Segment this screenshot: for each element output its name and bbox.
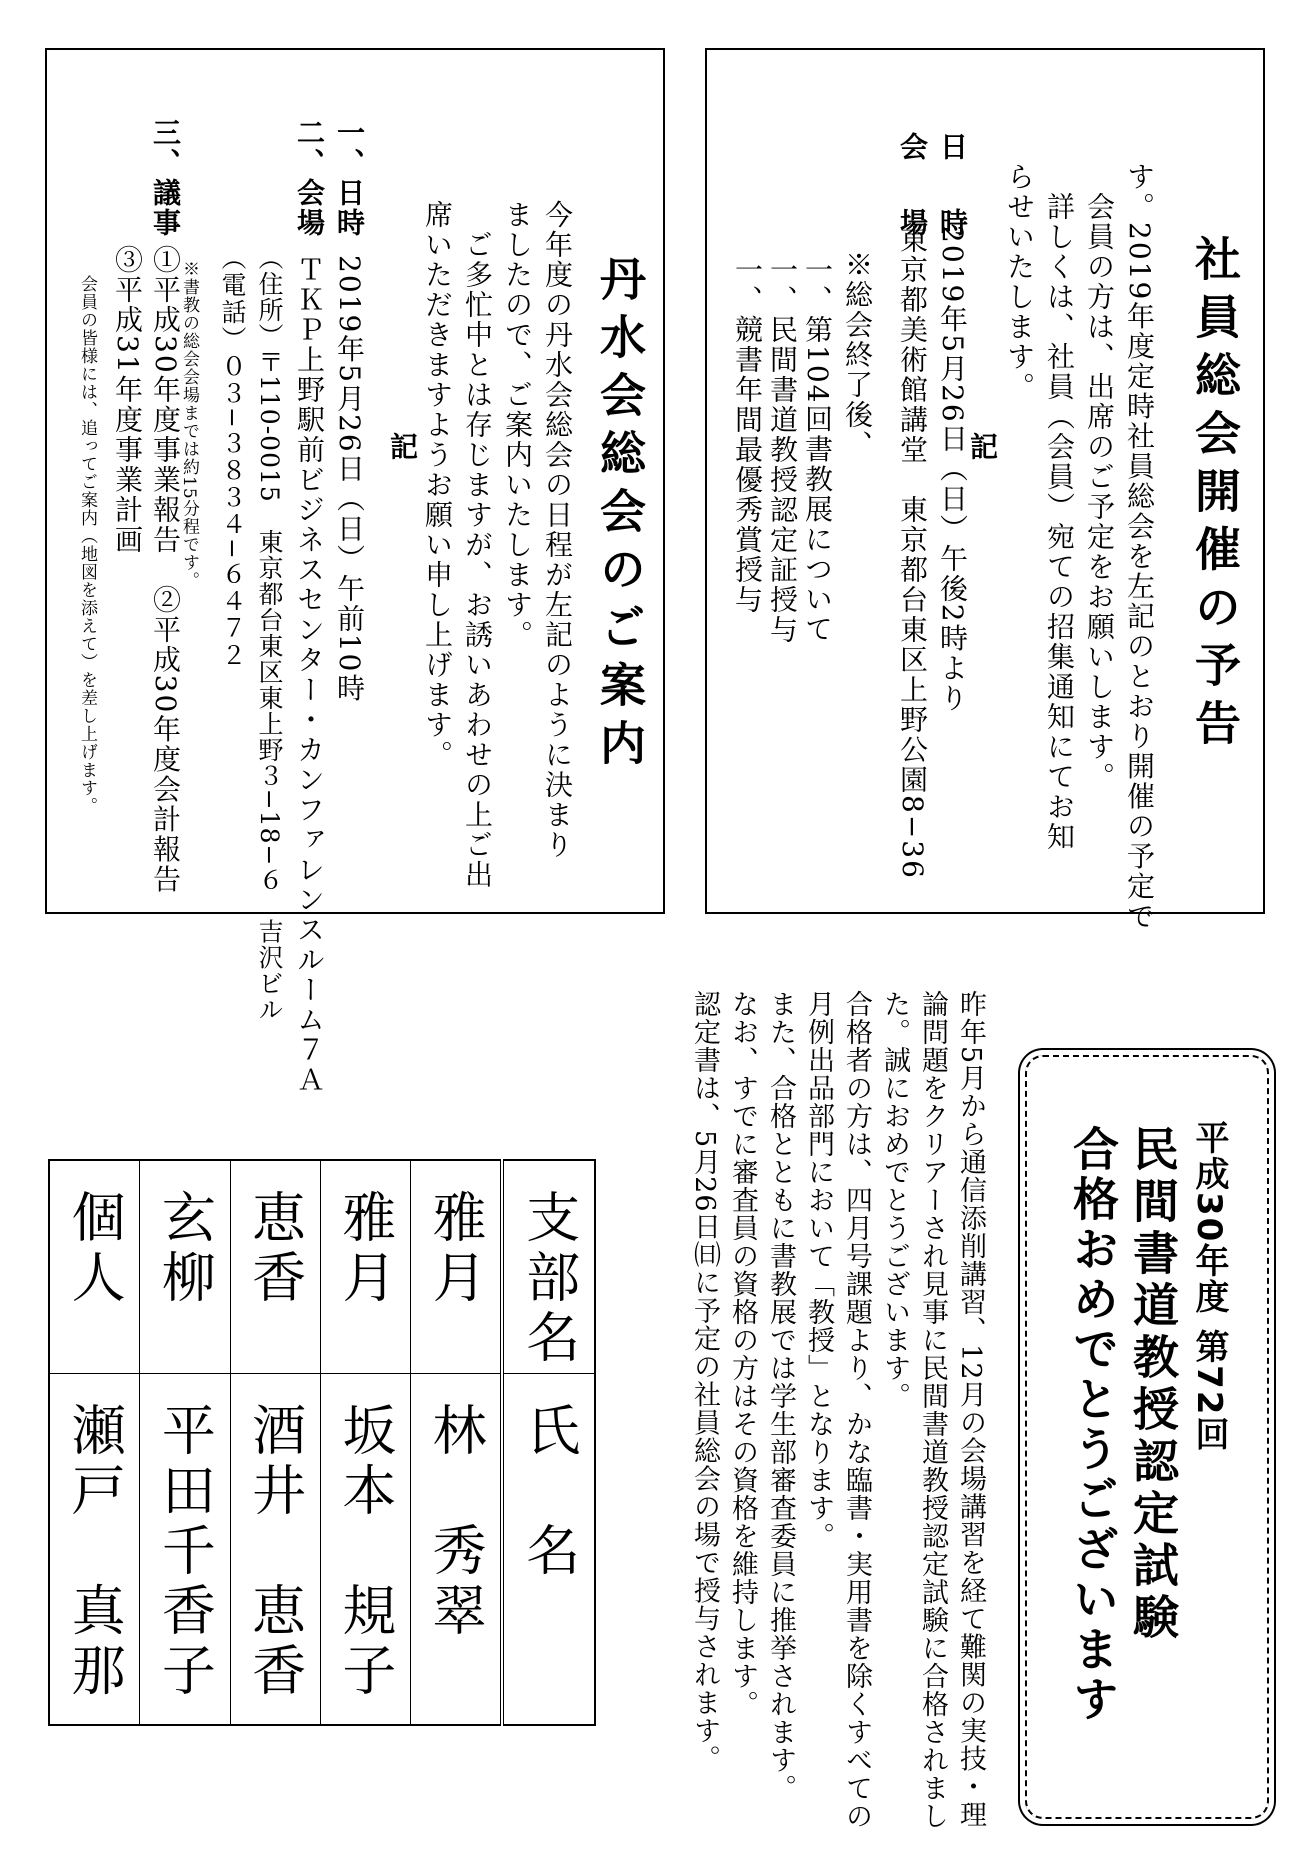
branch-2: 雅月 (333, 1189, 397, 1309)
exam-heading-small: 平成30年度 第72回 (1189, 1120, 1229, 1453)
member-name-5: 瀬戸 真那 (63, 1402, 127, 1702)
shain-ki: 記 (966, 432, 999, 462)
table-cell-branch (140, 1160, 230, 1374)
shain-notice-box (705, 48, 1265, 932)
exam-heading-main: 民間書道教授認定試験 (1126, 1125, 1180, 1645)
shain-item-3: 一、競書年間最優秀賞授与 (731, 255, 764, 615)
table-cell-branch (410, 1160, 502, 1374)
tansui-para-line-4: 席いただきますようお願い申し上げます。 (421, 200, 454, 770)
table-cell-name (320, 1374, 410, 1726)
tansui-item1-label: 一、日時 (333, 118, 366, 238)
table-cell-name (140, 1374, 230, 1726)
tansui-phone: （電話）０３−３８３４−６４７２ (218, 245, 247, 669)
tansui-agenda-1: ①平成30年度事業報告 ②平成30年度会計報告 (149, 245, 182, 895)
shain-date-label: 日 時 (936, 132, 969, 246)
shain-after-label: ※総会終了後、 (841, 250, 874, 460)
shain-venue-label: 会 場 (896, 132, 929, 246)
shain-para-line-2: 会員の方は、出席のご予定をお願いします。 (1083, 192, 1116, 792)
column-header-name: 氏 名 (517, 1402, 581, 1582)
tansui-notice-box (45, 48, 665, 1095)
exam-body-line-3: た。誠におめでとうございます。 (879, 990, 910, 1410)
exam-body-line-6: また、合格とともに書教展では学生部審査委員に推挙されます。 (765, 990, 796, 1802)
tansui-item2-label: 二、会場 (293, 118, 326, 238)
member-name-3: 酒井 恵香 (243, 1402, 307, 1702)
branch-3: 恵香 (243, 1189, 307, 1309)
exam-body-line-8: 認定書は、5月26日㈰に予定の社員総会の場で授与されます。 (689, 990, 720, 1773)
name-row (49, 1374, 595, 1726)
shain-item-2: 一、民間書道教授認定証授与 (766, 255, 799, 645)
table-cell-name (230, 1374, 320, 1726)
tansui-para-line-3: ご多忙中とは存じますが、お誘いあわせの上ご出 (461, 230, 494, 890)
tansui-access-note: ※書教の総会会場までは約15分程です。 (179, 260, 199, 590)
shain-para-line-3: 詳しくは、社員（会員）宛ての招集通知にてお知 (1043, 192, 1076, 852)
shain-item-1: 一、第104回書教展について (801, 255, 834, 645)
tansui-notice-title: 丹水会総会のご案内 (593, 255, 647, 777)
branch-1: 雅月 (424, 1189, 488, 1309)
member-name-1: 林 秀翠 (424, 1402, 488, 1642)
member-name-2: 坂本 規子 (333, 1402, 397, 1702)
exam-body-line-4: 合格者の方は、四月号課題より、かな臨書・実用書を除くすべての (841, 990, 872, 1830)
table-cell-branch (49, 1160, 140, 1374)
tansui-address: （住所）〒110-0015 東京都台東区東上野３−18−６ 吉沢ビル (255, 245, 284, 1023)
table-cell-name (49, 1374, 140, 1726)
tansui-member-note: 会員の皆様には、追ってご案内（地図を添えて）を差し上げます。 (77, 275, 97, 815)
tansui-item2-value: ＴＫＰ上野駅前ビジネスセンター・カンファレンスルーム７Ａ (293, 255, 326, 1095)
table-cell-branch (230, 1160, 320, 1374)
shain-para-line-4: らせいたします。 (1003, 162, 1036, 402)
tansui-item1-value: 2019年5月26日（日）午前10時 (333, 255, 366, 704)
exam-body-line-1: 昨年5月から通信添削講習、12月の会場講習を経て難関の実技・理 (955, 990, 986, 1829)
table-header-branch (502, 1160, 595, 1374)
members-table (48, 1159, 596, 1726)
shain-para-line-1: す。2019年度定時社員総会を左記のとおり開催の予定で (1123, 162, 1156, 932)
branch-4: 玄柳 (153, 1189, 217, 1309)
table-cell-branch (320, 1160, 410, 1374)
member-name-4: 平田千香子 (153, 1402, 217, 1702)
tansui-item3-label: 三、議事 (149, 118, 182, 238)
tansui-ki: 記 (386, 432, 419, 462)
tansui-para-line-1: 今年度の丹水会総会の日程が左記のように決まり (541, 200, 574, 860)
exam-body-line-7: なお、すでに審査員の資格の方はその資格を維持します。 (727, 990, 758, 1718)
tansui-para-line-2: ましたので、ご案内いたします。 (501, 200, 534, 650)
exam-body-line-2: 論問題をクリアーされ見事に民間書道教授認定試験に合格されまし (917, 990, 948, 1830)
table-header-name (502, 1374, 595, 1726)
exam-heading-sub: 合格おめでとうございます (1066, 1125, 1120, 1725)
shain-venue-value: 東京都美術館講堂 東京都台東区上野公園8−36 (896, 225, 929, 880)
shain-notice-title: 社員総会開催の予告 (1188, 235, 1242, 757)
column-header-branch: 支部名 (517, 1189, 581, 1369)
branch-row (49, 1160, 595, 1374)
branch-5: 個人 (63, 1189, 127, 1309)
tansui-agenda-2: ③平成31年度事業計画 (111, 245, 144, 555)
shain-date-value: 2019年5月26日（日）午後2時より (936, 225, 969, 714)
exam-body-line-5: 月例出品部門において「教授」となります。 (803, 990, 834, 1550)
table-cell-name (410, 1374, 502, 1726)
